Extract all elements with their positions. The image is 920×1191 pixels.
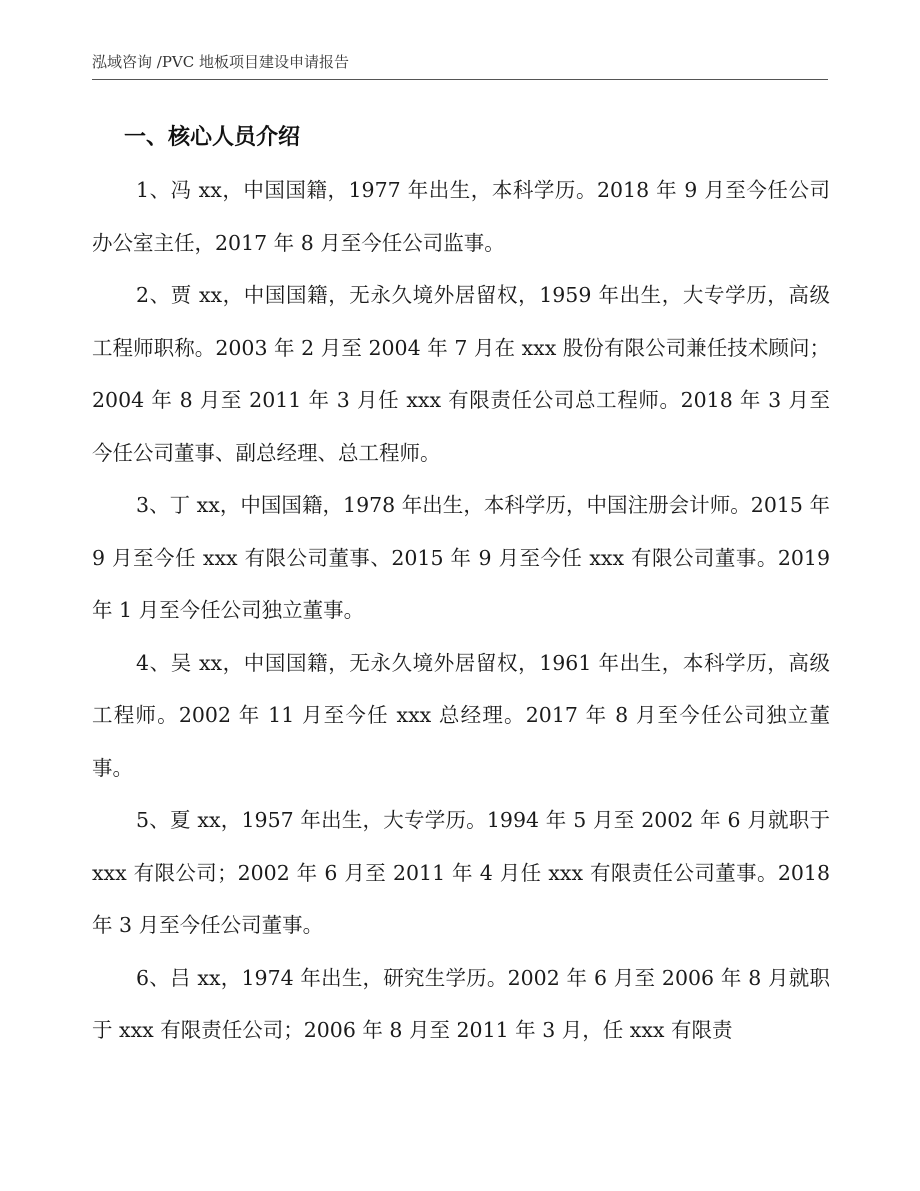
paragraph-person-4: 4、吴 xx，中国国籍，无永久境外居留权，1961 年出生，本科学历，高级工程师。2002 年 11 月至今任 xxx 总经理。2017 年 8 月至今任公司独立董事。 <box>92 650 830 780</box>
paragraph-person-6: 6、吕 xx，1974 年出生，研究生学历。2002 年 6 月至 2006 年 8 月就职于 xxx 有限责任公司；2006 年 8 月至 2011 年 3 月，任 xxx 有限责 <box>92 965 830 1042</box>
paragraph-person-5: 5、夏 xx，1957 年出生，大专学历。1994 年 5 月至 2002 年 6 月就职于 xxx 有限公司；2002 年 6 月至 2011 年 4 月任 xxx 有限责任公司董事。2018 年 3 月至今任公司董事。 <box>92 808 830 937</box>
document-body <box>92 112 830 1057</box>
page-header <box>92 52 828 80</box>
paragraph-person-2: 2、贾 xx，中国国籍，无永久境外居留权，1959 年出生，大专学历，高级工程师职称。2003 年 2 月至 2004 年 7 月在 xxx 股份有限公司兼任技术顾问；2004 年 8 月至 2011 年 3 月任 xxx 有限责任公司总工程师。2018 年 3 月至今任公司董事、副总经理、总工程师。 <box>92 283 830 465</box>
paragraph-person-3: 3、丁 xx，中国国籍，1978 年出生，本科学历，中国注册会计师。2015 年 9 月至今任 xxx 有限公司董事、2015 年 9 月至今任 xxx 有限公司董事。2019 年 1 月至今任公司独立董事。 <box>92 493 830 622</box>
header-title: 泓域咨询 /PVC 地板项目建设申请报告 <box>92 53 349 71</box>
section-heading: 一、核心人员介绍 <box>124 125 301 150</box>
paragraph-person-1: 1、冯 xx，中国国籍，1977 年出生，本科学历。2018 年 9 月至今任公司办公室主任，2017 年 8 月至今任公司监事。 <box>92 178 830 255</box>
